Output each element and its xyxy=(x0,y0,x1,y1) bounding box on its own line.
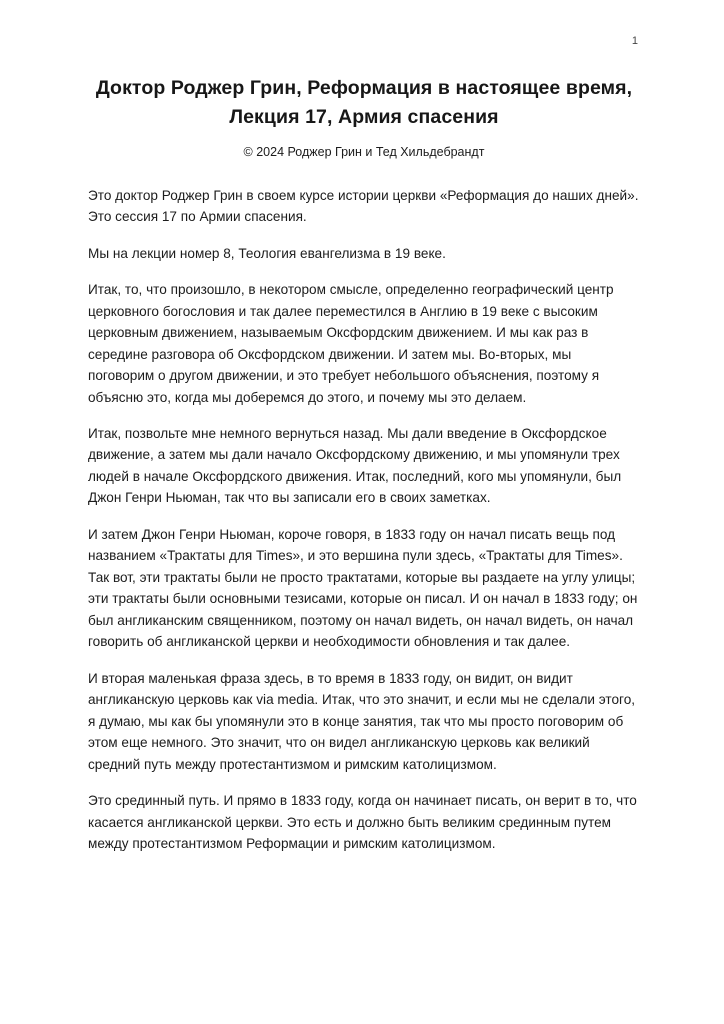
paragraph: И вторая маленькая фраза здесь, в то время в 1833 году, он видит, он видит англиканскую церковь как via media. Итак, что это значит, и если мы не сделали этого, я думаю, мы как бы упомянули это в конце занятия, так что мы просто поговорим об этом еще немного. Это значит, что он видел англиканскую церковь как великий средний путь между протестантизмом и римским католицизмом. xyxy=(88,670,636,772)
document-title: Доктор Роджер Грин, Реформация в настоящее время, Лекция 17, Армия спасения xyxy=(95,77,633,128)
paragraph: Это срединный путь. И прямо в 1833 году, когда он начинает писать, он верит в то, что касается англиканской церкви. Это есть и должно быть великим срединным путем между протестантизмом Реформации и римским католицизмом. xyxy=(88,793,637,851)
page-number: 1 xyxy=(631,35,638,47)
paragraph: И затем Джон Генри Ньюман, короче говоря, в 1833 году он начал писать вещь под названием «Трактаты для Times», и это вершина пули здесь, «Трактаты для Times». Так вот, эти трактаты были не просто трактатами, которые вы раздаете на углу улицы; эти трактаты были основными тезисами, которые он писал. И он начал в 1833 году; он был англиканским священником, поэтому он начал видеть, он начал видеть, он начал говорить об англиканской церкви и необходимости обновления и так далее. xyxy=(88,526,638,650)
paragraph: Итак, то, что произошло, в некотором смысле, определенно географический центр церковного богословия и так далее переместился в Англию в 19 веке с высоким церковным движением, называемым Оксфордским движением. И мы как раз в середине разговора об Оксфордском движении. И затем мы. Во-вторых, мы поговорим о другом движении, и это требует небольшого объяснения, поэтому я объясню это, когда мы доберемся до этого, и почему мы это делаем. xyxy=(88,282,614,405)
paragraph: Итак, позвольте мне немного вернуться назад. Мы дали введение в Оксфордское движение, а затем мы дали начало Оксфордскому движению, и мы упомянули трех людей в начале Оксфордского движения. Итак, последний, кого мы упомянули, был Джон Генри Ньюман, так что вы записали его в своих заметках. xyxy=(88,426,622,506)
document-body xyxy=(88,185,640,855)
copyright-line: © 2024 Роджер Грин и Тед Хильдебрандт xyxy=(243,144,485,159)
paragraph: Мы на лекции номер 8, Теология евангелизма в 19 веке. xyxy=(88,245,446,261)
paragraph: Это доктор Роджер Грин в своем курсе истории церкви «Реформация до наших дней». Это сессия 17 по Армии спасения. xyxy=(88,187,639,225)
